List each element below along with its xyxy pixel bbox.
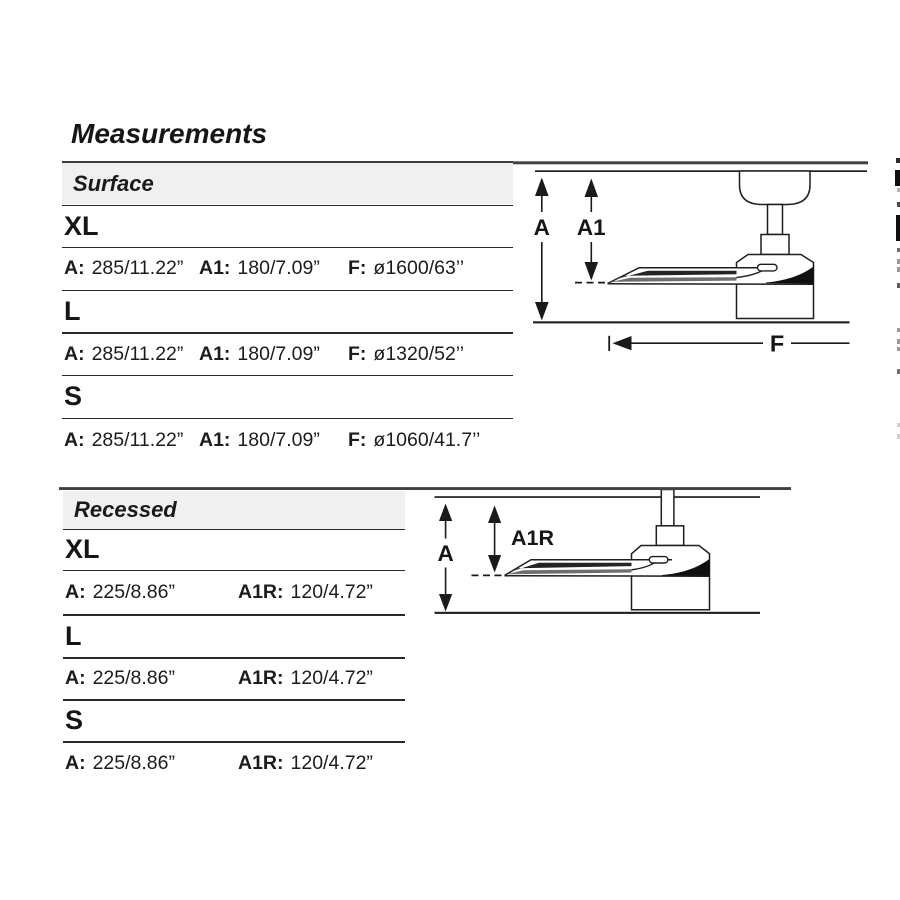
surface-dimension-f (608, 331, 849, 357)
surface-row-xl-size: XL (64, 210, 99, 241)
arrow-down-icon (488, 555, 501, 573)
dim-a1r: A1R: 120/4.72” (238, 752, 373, 775)
dim-a1: A1: 180/7.09” (199, 342, 320, 365)
recessed-row-xl-dims (63, 571, 405, 614)
surface-fan-drawing (608, 171, 814, 319)
arrow-up-icon (535, 178, 549, 197)
surface-row-l-size: L (64, 295, 81, 326)
recessed-header-label: Recessed (74, 496, 177, 522)
recessed-row-xl-size: XL (65, 534, 100, 565)
clipped-content-fragment (896, 215, 900, 241)
surface-row-xl-dims (62, 248, 513, 289)
recessed-ceiling-line (435, 496, 761, 498)
fan-blade-iron-tip (649, 557, 668, 563)
fan-coupler (656, 526, 683, 546)
surface-mount-diagram (512, 161, 868, 356)
dim-a: A: 285/11.22” (64, 428, 184, 451)
dim-a: A: 225/8.86” (65, 752, 175, 775)
arrow-down-icon (585, 262, 599, 281)
fan-downrod (768, 205, 783, 235)
dim-f: F: ø1060/41.7’’ (348, 428, 481, 451)
fan-coupler (761, 235, 789, 255)
recessed-a1r-label: A1R (511, 526, 555, 550)
surface-dimension-a (530, 178, 555, 321)
arrow-up-icon (488, 506, 501, 524)
dim-a: A: 285/11.22” (64, 257, 184, 280)
recessed-dimension-a (434, 504, 459, 612)
recessed-header-band (63, 491, 405, 529)
arrow-down-icon (439, 594, 452, 612)
fan-blade-iron-tip (758, 264, 778, 271)
surface-floor-line (533, 321, 850, 323)
recessed-row-l-dims (63, 659, 405, 699)
fan-body-top-line (505, 576, 710, 577)
arrow-down-icon (535, 302, 549, 321)
dim-a1r: A1R: 120/4.72” (238, 581, 373, 604)
surface-row-l-dims (62, 334, 513, 375)
dim-a: A: 285/11.22” (64, 342, 184, 365)
fan-downrod (661, 490, 674, 526)
fan-motor-housing (632, 546, 710, 610)
surface-a-label: A (533, 215, 550, 240)
surface-slab-line (512, 161, 868, 164)
recessed-floor-line (435, 612, 761, 614)
recessed-a-label: A (437, 541, 454, 566)
surface-row-s-dims (62, 419, 513, 461)
surface-dimension-a1 (575, 179, 609, 281)
surface-ceiling-line (535, 170, 867, 172)
dim-a: A: 225/8.86” (65, 667, 175, 690)
clipped-content-fragment (896, 158, 900, 163)
arrow-up-icon (585, 179, 599, 198)
dim-a: A: 225/8.86” (65, 581, 175, 604)
page-title: Measurements (71, 118, 268, 149)
dim-a1r: A1R: 120/4.72” (238, 667, 373, 690)
fan-canopy (740, 171, 811, 205)
recessed-row-l-size: L (65, 620, 82, 651)
arrow-up-icon (439, 504, 452, 522)
dim-f: F: ø1320/52’’ (348, 342, 465, 365)
dimension-tick (608, 336, 610, 351)
arrow-left-icon (613, 336, 632, 350)
surface-f-label: F (769, 330, 785, 357)
dim-f: F: ø1600/63’’ (348, 257, 465, 280)
surface-a1-label: A1 (576, 215, 606, 240)
dim-a1: A1: 180/7.09” (199, 428, 320, 451)
surface-row-s-size: S (64, 380, 83, 411)
recessed-row-s-size: S (65, 705, 84, 736)
clipped-content-fragment (895, 170, 900, 186)
surface-header-band (62, 163, 513, 204)
surface-header-label: Surface (73, 170, 154, 196)
dim-a1: A1: 180/7.09” (199, 257, 320, 280)
recessed-row-s-dims (63, 743, 405, 785)
